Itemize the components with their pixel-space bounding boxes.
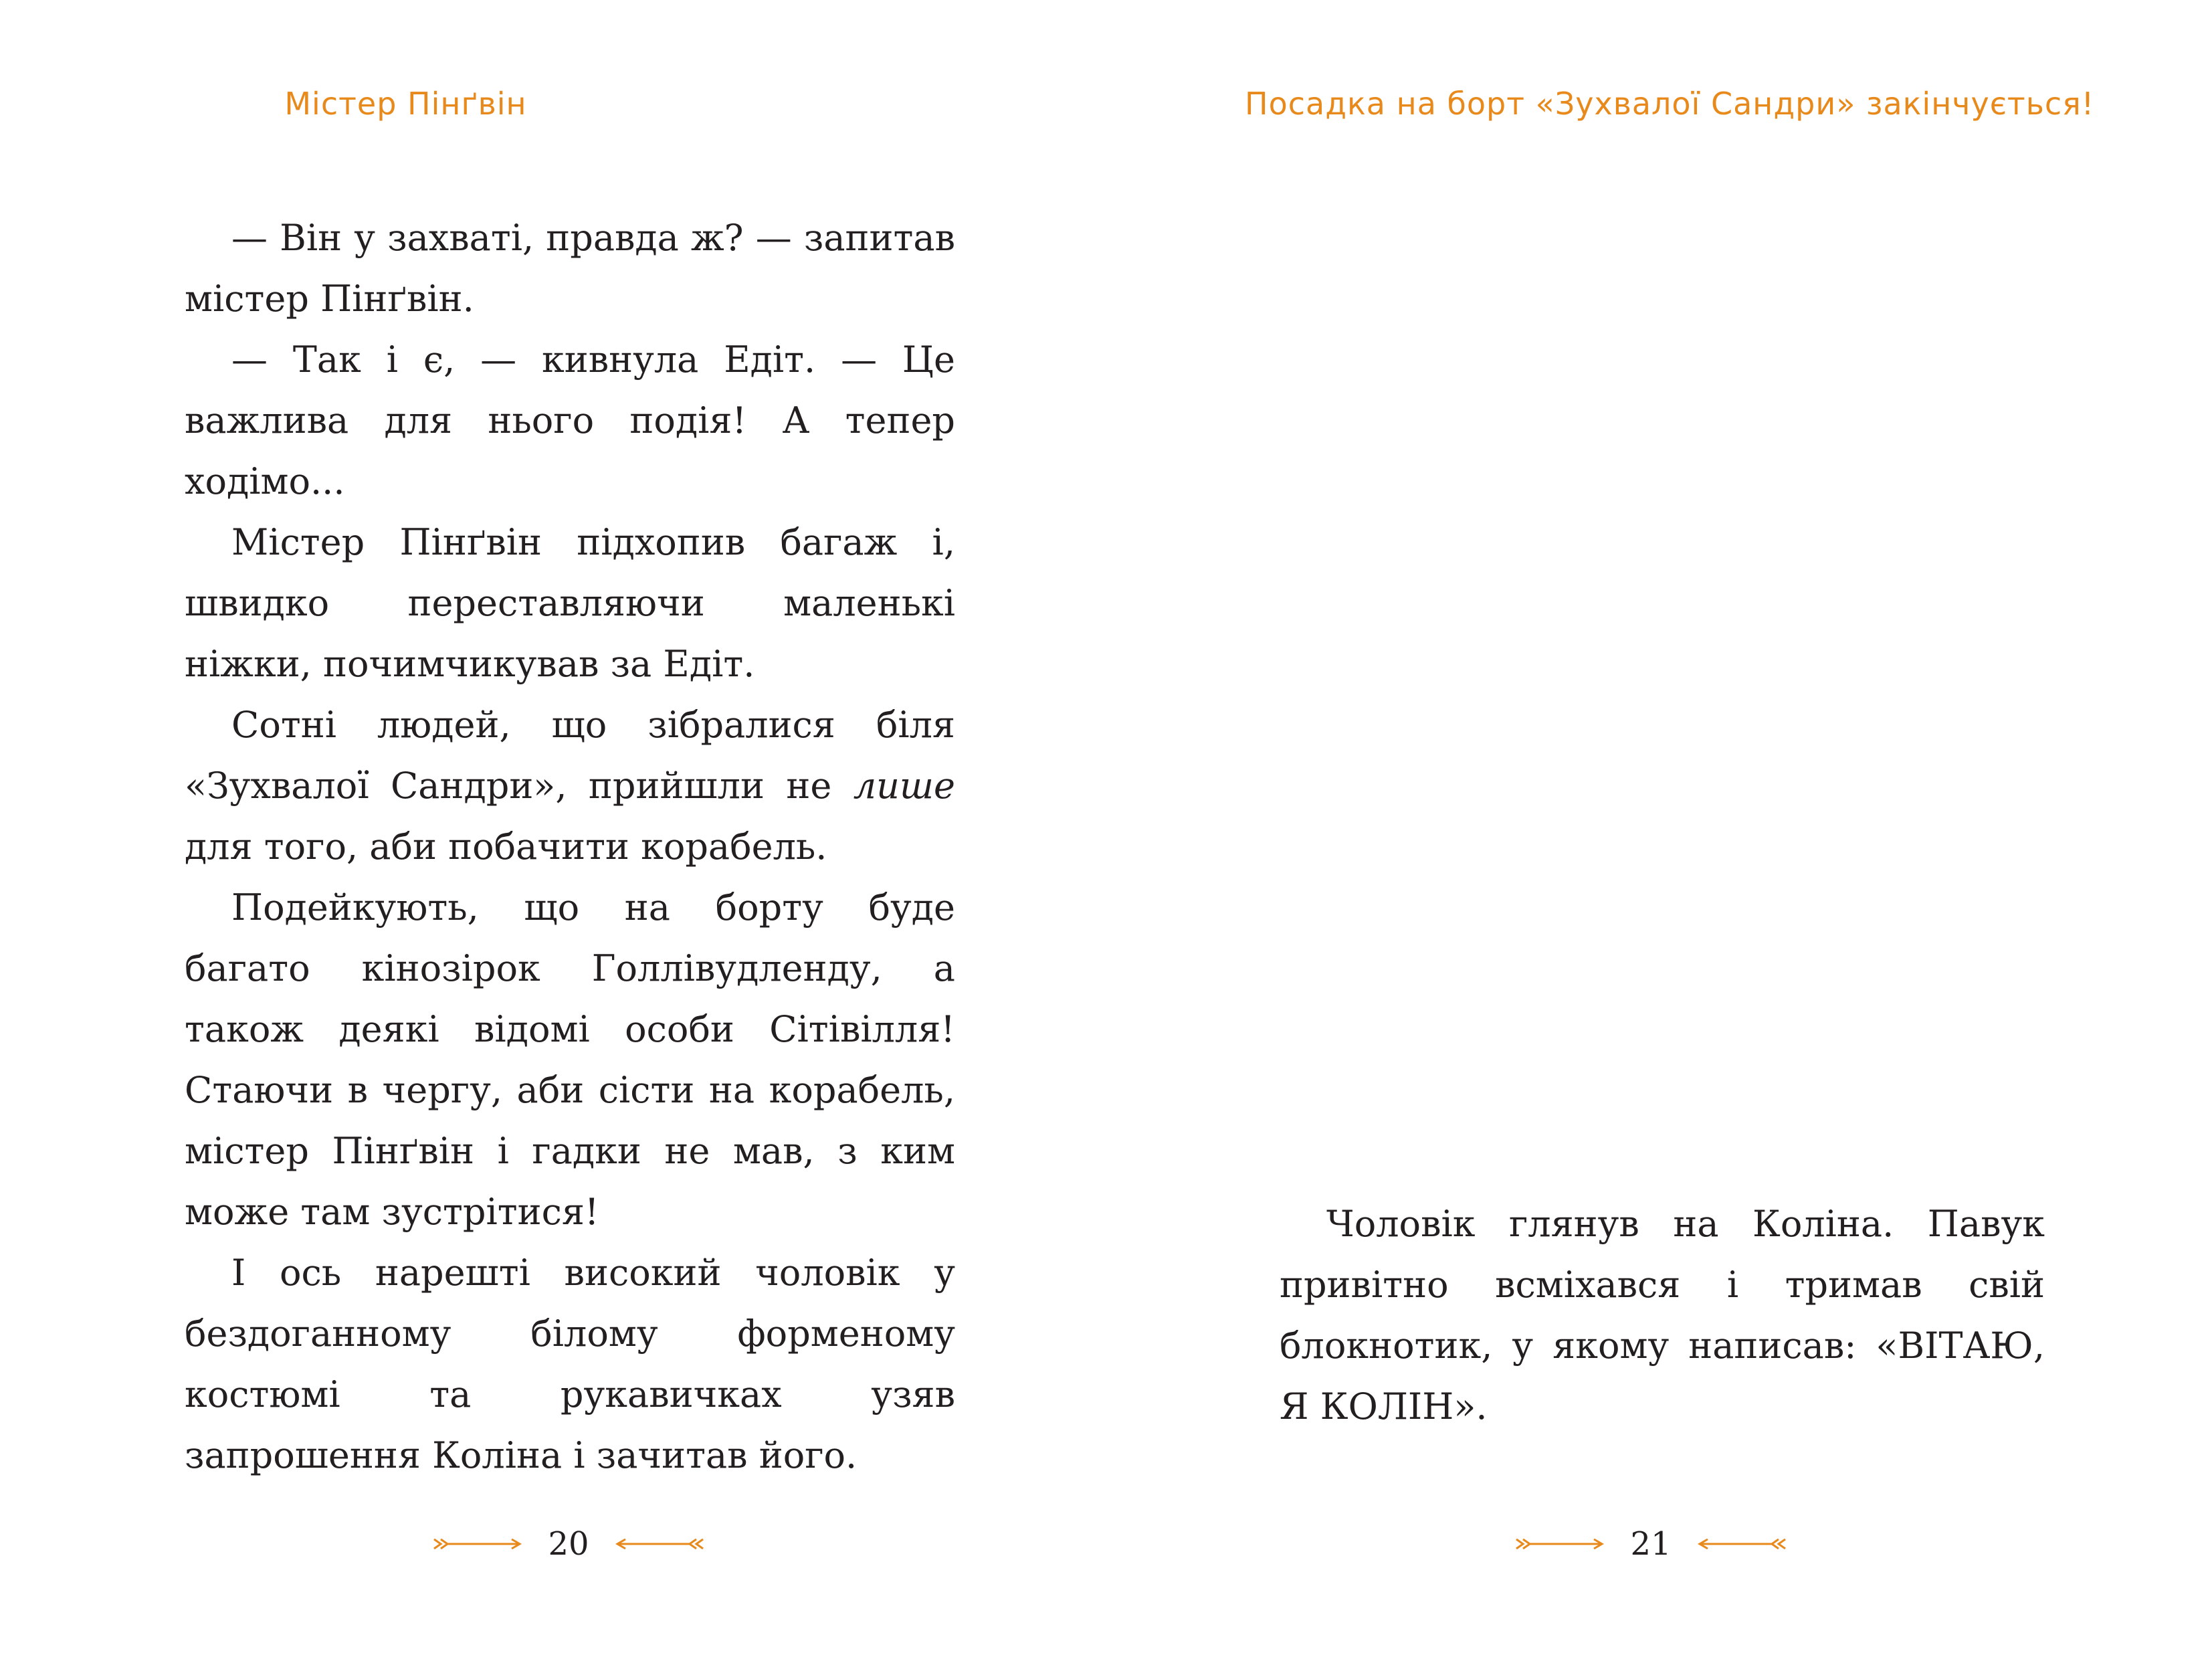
emphasis: лише [853, 765, 955, 807]
arrow-left-ornament-icon [612, 1534, 706, 1554]
page-number: 21 [1630, 1525, 1672, 1563]
arrow-right-ornament-icon [1514, 1534, 1607, 1554]
text-run: для того, аби побачити корабель. [185, 825, 827, 868]
right-page [1106, 0, 2212, 1659]
paragraph [185, 694, 955, 877]
arrow-left-ornament-icon [1694, 1534, 1788, 1554]
arrow-right-ornament-icon [431, 1534, 525, 1554]
page-number-left [368, 1525, 769, 1563]
paragraph: Чоловік глянув на Коліна. Павук привітно всміхався і тримав свій блокнотик, у якому написав: «ВІТАЮ, Я КОЛІН». [1280, 1203, 2045, 1428]
right-body-text [1280, 1193, 2045, 1437]
page-number: 20 [548, 1525, 589, 1563]
paragraph: І ось нарешті високий чоловік у бездоганному білому форменому костюмі та рукавичках узяв запрошення Коліна і зачитав його. [185, 1252, 955, 1476]
paragraph: — Він у захваті, правда ж? — запитав містер Пінґвін. [185, 217, 955, 320]
paragraph: Подейкують, що на борту буде багато кінозірок Голлівудленду, а також деякі відомі особи Сітівілля! Стаючи в чергу, аби сісти на корабель, містер Пінґвін і гадки не мав, з ким може там зустрітися! [185, 886, 955, 1233]
left-body-text [185, 207, 955, 1486]
text-run: Сотні людей, що зібралися біля «Зухвалої Сандри», прийшли не [185, 704, 955, 807]
running-head-left: Містер Пінґвін [284, 86, 527, 122]
page-number-right [1450, 1525, 1851, 1563]
paragraph: Містер Пінґвін підхопив багаж і, швидко переставляючи маленькі ніжки, почимчикував за Едіт. [185, 521, 955, 685]
running-head-right: Посадка на борт «Зухвалої Сандри» закінчується! [1245, 86, 2095, 122]
paragraph: — Так і є, — кивнула Едіт. — Це важлива для нього подія! А тепер ходімо... [185, 338, 955, 502]
